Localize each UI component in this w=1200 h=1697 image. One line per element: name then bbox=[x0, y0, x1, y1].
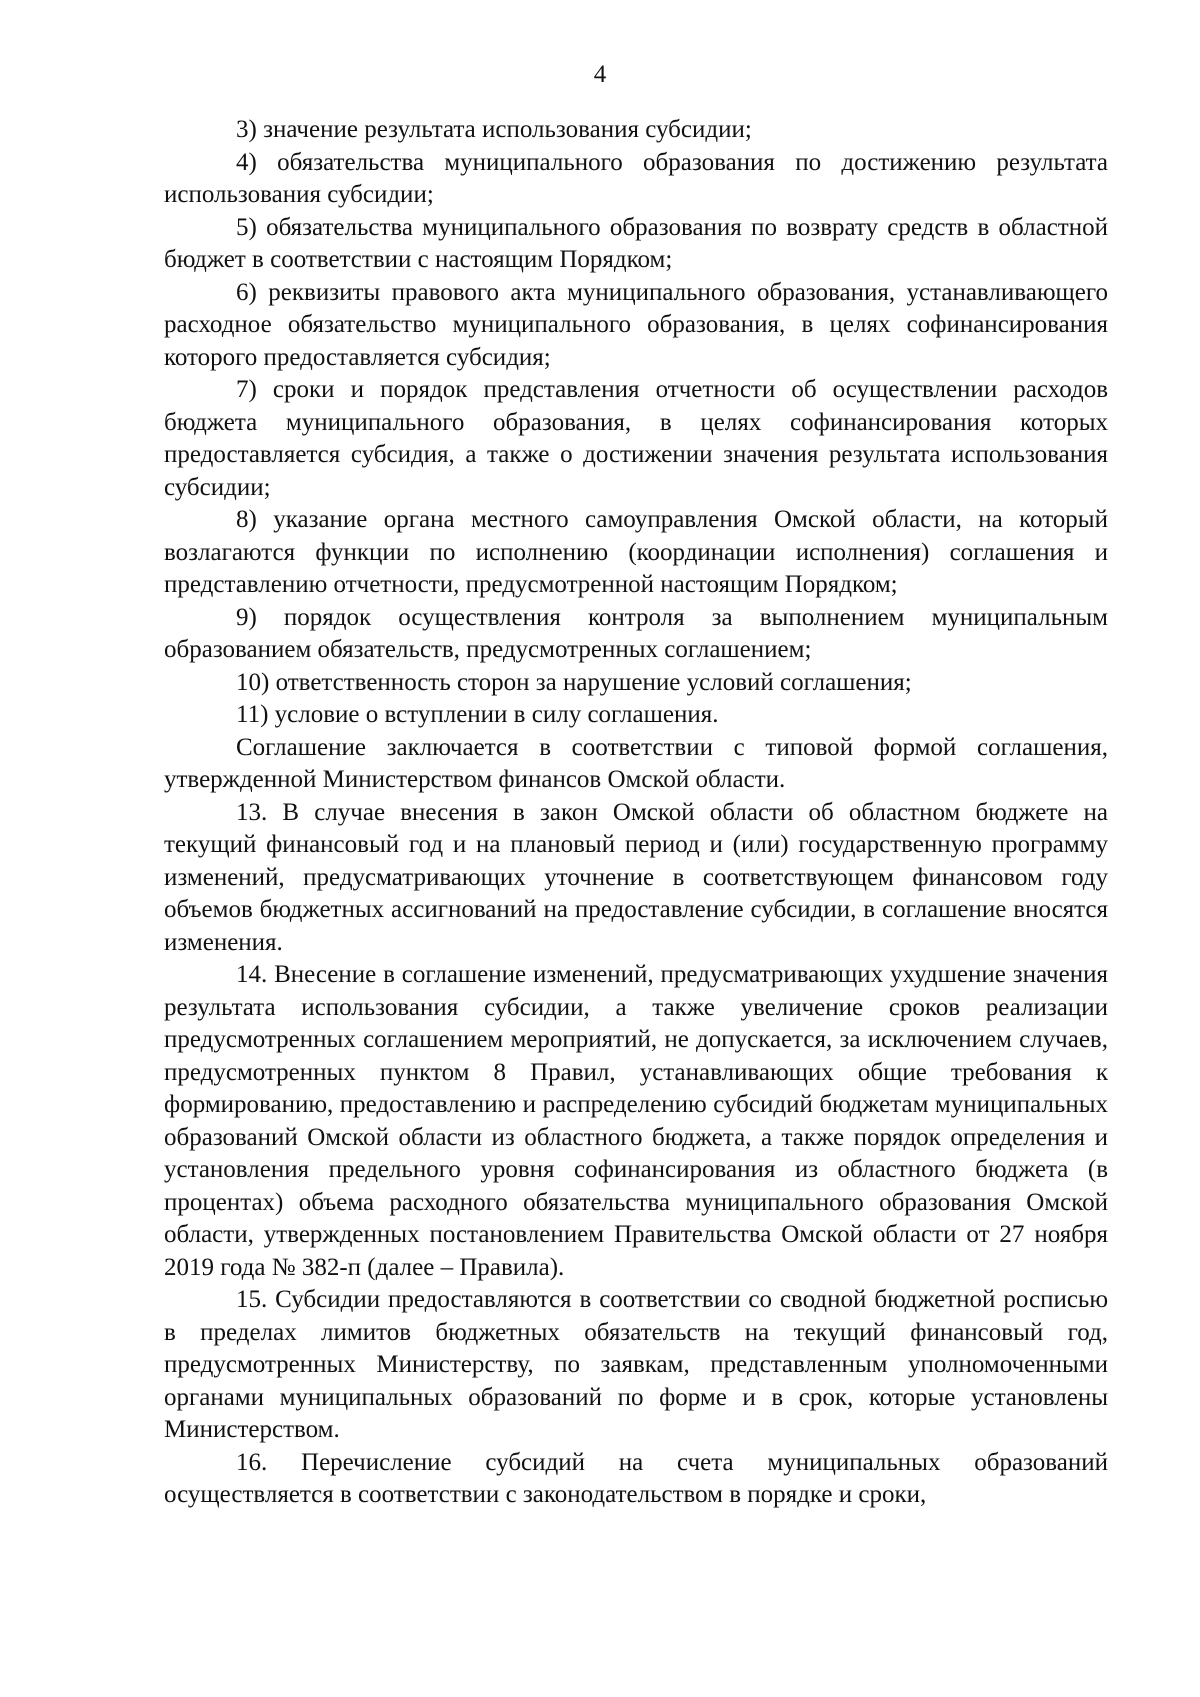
page-number: 4 bbox=[593, 61, 607, 88]
paragraph-item-11: 11) условие о вступлении в силу соглашения. bbox=[236, 701, 719, 728]
paragraph-item-10: 10) ответственность сторон за нарушение условий соглашения; bbox=[236, 668, 912, 696]
paragraph-item-7: 7) сроки и порядок представления отчетности об осуществлении расходов бюджета муниципального образования, в целях софинансирования которых предоставляется субсидия, а также о достижении значения результата использования субсидии; bbox=[164, 376, 1108, 501]
paragraph-item-8: 8) указание органа местного самоуправления Омской области, на который возлагаются функции по исполнению (координации исполнения) соглашения и представлению отчетности, предусмотренной настоящим Порядком; bbox=[164, 506, 1108, 598]
paragraph-13: 13. В случае внесения в закон Омской области об областном бюджете на текущий финансовый год и на плановый период и (или) государственную программу изменений, предусматривающих уточнение в соответствующем финансовом году объемов бюджетных ассигнований на предоставление субсидии, в соглашение вносятся изменения. bbox=[164, 798, 1108, 956]
paragraph-item-4: 4) обязательства муниципального образования по достижению результата использования субсидии; bbox=[164, 148, 1108, 208]
paragraph-agreement-form: Соглашение заключается в соответствии с типовой формой соглашения, утвержденной Министерством финансов Омской области. bbox=[164, 733, 1108, 793]
paragraph-item-9: 9) порядок осуществления контроля за выполнением муниципальным образованием обязательств, предусмотренных соглашением; bbox=[164, 603, 1108, 663]
document-body bbox=[164, 114, 1108, 1512]
paragraph-16: 16. Перечисление субсидий на счета муниципальных образований осуществляется в соответствии с законодательством в порядке и сроки, bbox=[164, 1448, 1108, 1508]
paragraph-15: 15. Субсидии предоставляются в соответствии со сводной бюджетной росписью в пределах лимитов бюджетных обязательств на текущий финансовый год, предусмотренных Министерству, по заявкам, представленным уполномоченными органами муниципальных образований по форме и в срок, которые установлены Министерством. bbox=[164, 1286, 1108, 1443]
paragraph-14: 14. Внесение в соглашение изменений, предусматривающих ухудшение значения результата использования субсидии, а также увеличение сроков реализации предусмотренных соглашением мероприятий, не допускается, за исключением случаев, предусмотренных пунктом 8 Правил, устанавливающих общие требования к формированию, предоставлению и распределению субсидий бюджетам муниципальных образований Омской области из областного бюджета, а также порядок определения и установления предельного уровня софинансирования из областного бюджета (в процентах) объема расходного обязательства муниципального образования Омской области, утвержденных постановлением Правительства Омской области от 27 ноября 2019 года № 382-п (далее – Правила). bbox=[164, 961, 1108, 1281]
paragraph-item-3: 3) значение результата использования субсидии; bbox=[236, 116, 752, 143]
paragraph-item-6: 6) реквизиты правового акта муниципального образования, устанавливающего расходное обязательство муниципального образования, в целях софинансирования которого предоставляется субсидия; bbox=[164, 278, 1108, 371]
paragraph-item-5: 5) обязательства муниципального образования по возврату средств в областной бюджет в соответствии с настоящим Порядком; bbox=[164, 213, 1108, 273]
